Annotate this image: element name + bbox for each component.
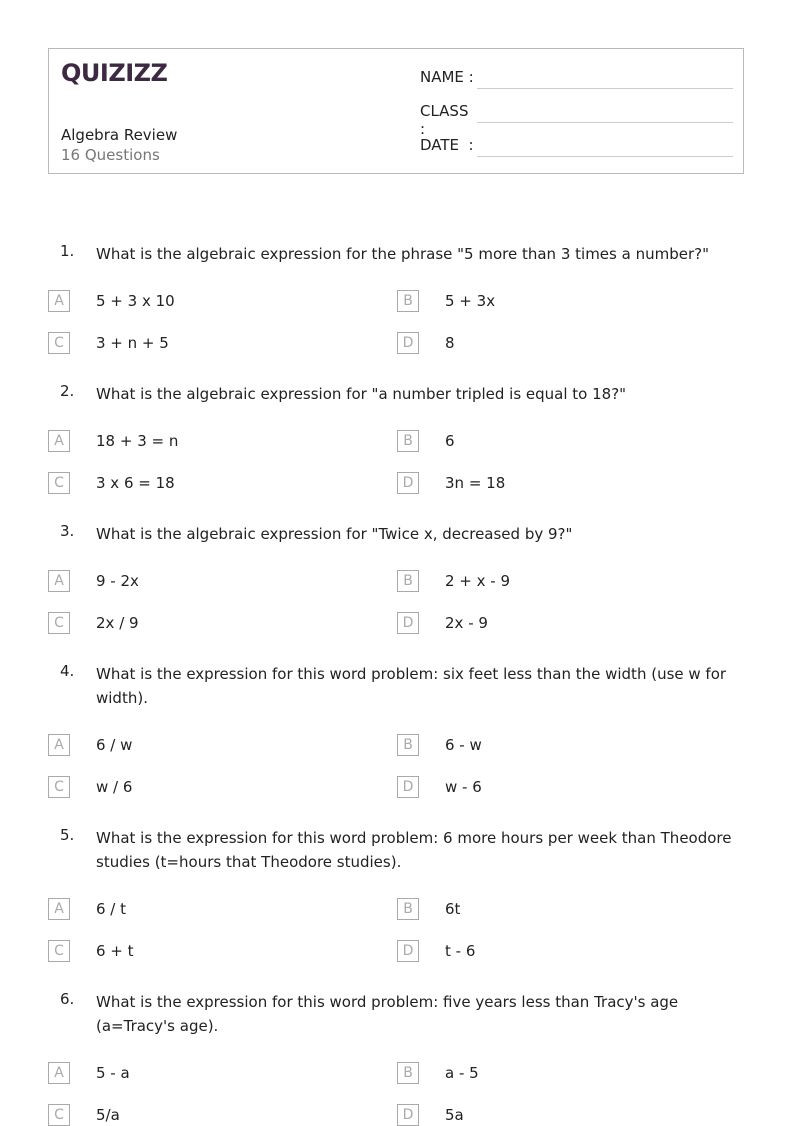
class-line[interactable] bbox=[477, 122, 733, 123]
option-letter-box[interactable]: A bbox=[48, 734, 70, 756]
option-letter-box[interactable]: A bbox=[48, 898, 70, 920]
class-field[interactable] bbox=[420, 102, 476, 138]
option-text: 5 - a bbox=[96, 1064, 130, 1082]
option-letter-box[interactable]: D bbox=[397, 332, 419, 354]
option-letter-box[interactable]: B bbox=[397, 1062, 419, 1084]
option-letter-box[interactable]: D bbox=[397, 940, 419, 962]
option-letter-box[interactable]: D bbox=[397, 776, 419, 798]
option-text: 2 + x - 9 bbox=[445, 572, 511, 590]
question-number: 6. bbox=[60, 990, 75, 1008]
quizizz-logo: QUIZIZZ bbox=[61, 59, 168, 87]
question-text: What is the expression for this word problem: 6 more hours per week than Theodore studies (t=hours that Theodore studies). bbox=[96, 829, 732, 871]
option-letter-box[interactable]: C bbox=[48, 612, 70, 634]
question-number: 2. bbox=[60, 382, 75, 400]
worksheet-header bbox=[48, 48, 744, 174]
answer-option-c[interactable] bbox=[48, 612, 139, 634]
option-text: 6 bbox=[445, 432, 455, 450]
answer-option-a[interactable] bbox=[48, 898, 127, 920]
option-letter-box[interactable]: A bbox=[48, 290, 70, 312]
question-text: What is the algebraic expression for the phrase "5 more than 3 times a number?" bbox=[96, 245, 709, 263]
option-text: 5 + 3 x 10 bbox=[96, 292, 175, 310]
name-label: NAME : bbox=[420, 68, 474, 86]
option-text: 8 bbox=[445, 334, 455, 352]
option-text: 2x - 9 bbox=[445, 614, 488, 632]
answer-option-a[interactable] bbox=[48, 734, 133, 756]
answer-option-d[interactable] bbox=[397, 940, 476, 962]
answer-option-d[interactable] bbox=[397, 612, 488, 634]
option-text: 6 - w bbox=[445, 736, 482, 754]
answer-option-b[interactable] bbox=[397, 570, 511, 592]
option-letter-box[interactable]: C bbox=[48, 776, 70, 798]
question-text: What is the algebraic expression for "Twice x, decreased by 9?" bbox=[96, 525, 573, 543]
option-letter-box[interactable]: D bbox=[397, 1104, 419, 1126]
question-text: What is the expression for this word problem: five years less than Tracy's age (a=Tracy's age). bbox=[96, 993, 679, 1035]
question-count: 16 Questions bbox=[61, 146, 160, 164]
question-number: 5. bbox=[60, 826, 75, 844]
option-text: 3n = 18 bbox=[445, 474, 506, 492]
option-letter-box[interactable]: D bbox=[397, 612, 419, 634]
answer-option-b[interactable] bbox=[397, 734, 482, 756]
option-text: 3 + n + 5 bbox=[96, 334, 169, 352]
option-text: 5 + 3x bbox=[445, 292, 496, 310]
answer-option-b[interactable] bbox=[397, 290, 496, 312]
option-letter-box[interactable]: D bbox=[397, 472, 419, 494]
worksheet-title: Algebra Review bbox=[61, 126, 178, 144]
option-text: 6 / t bbox=[96, 900, 127, 918]
question-text: What is the expression for this word problem: six feet less than the width (use w for width). bbox=[96, 665, 727, 707]
option-letter-box[interactable]: B bbox=[397, 734, 419, 756]
option-letter-box[interactable]: B bbox=[397, 430, 419, 452]
name-line[interactable] bbox=[477, 88, 733, 89]
answer-option-c[interactable] bbox=[48, 776, 133, 798]
answer-option-d[interactable] bbox=[397, 332, 455, 354]
option-text: 5/a bbox=[96, 1106, 120, 1124]
option-letter-box[interactable]: B bbox=[397, 570, 419, 592]
option-text: t - 6 bbox=[445, 942, 476, 960]
option-text: 9 - 2x bbox=[96, 572, 139, 590]
name-field[interactable] bbox=[420, 68, 476, 86]
option-letter-box[interactable]: B bbox=[397, 898, 419, 920]
option-letter-box[interactable]: C bbox=[48, 472, 70, 494]
answer-option-a[interactable] bbox=[48, 430, 179, 452]
option-letter-box[interactable]: C bbox=[48, 940, 70, 962]
question-text: What is the algebraic expression for "a number tripled is equal to 18?" bbox=[96, 385, 627, 403]
option-letter-box[interactable]: A bbox=[48, 570, 70, 592]
answer-option-c[interactable] bbox=[48, 472, 175, 494]
date-label: DATE : bbox=[420, 136, 474, 154]
option-text: w - 6 bbox=[445, 778, 482, 796]
option-text: 3 x 6 = 18 bbox=[96, 474, 175, 492]
option-letter-box[interactable]: C bbox=[48, 332, 70, 354]
date-line[interactable] bbox=[477, 156, 733, 157]
question-number: 3. bbox=[60, 522, 75, 540]
option-text: 6t bbox=[445, 900, 461, 918]
answer-option-a[interactable] bbox=[48, 570, 139, 592]
question-number: 1. bbox=[60, 242, 75, 260]
answer-option-d[interactable] bbox=[397, 472, 506, 494]
answer-option-b[interactable] bbox=[397, 1062, 479, 1084]
answer-option-b[interactable] bbox=[397, 898, 461, 920]
answer-option-d[interactable] bbox=[397, 776, 482, 798]
option-letter-box[interactable]: B bbox=[397, 290, 419, 312]
option-text: w / 6 bbox=[96, 778, 133, 796]
class-label: CLASS : bbox=[420, 102, 469, 138]
answer-option-a[interactable] bbox=[48, 290, 175, 312]
answer-option-c[interactable] bbox=[48, 332, 169, 354]
answer-option-b[interactable] bbox=[397, 430, 455, 452]
answer-option-c[interactable] bbox=[48, 940, 134, 962]
option-text: 5a bbox=[445, 1106, 464, 1124]
option-text: 18 + 3 = n bbox=[96, 432, 179, 450]
question-number: 4. bbox=[60, 662, 75, 680]
option-text: a - 5 bbox=[445, 1064, 479, 1082]
answer-option-a[interactable] bbox=[48, 1062, 130, 1084]
option-text: 2x / 9 bbox=[96, 614, 139, 632]
option-letter-box[interactable]: C bbox=[48, 1104, 70, 1126]
option-letter-box[interactable]: A bbox=[48, 430, 70, 452]
date-field[interactable] bbox=[420, 136, 476, 154]
option-letter-box[interactable]: A bbox=[48, 1062, 70, 1084]
option-text: 6 / w bbox=[96, 736, 133, 754]
option-text: 6 + t bbox=[96, 942, 134, 960]
